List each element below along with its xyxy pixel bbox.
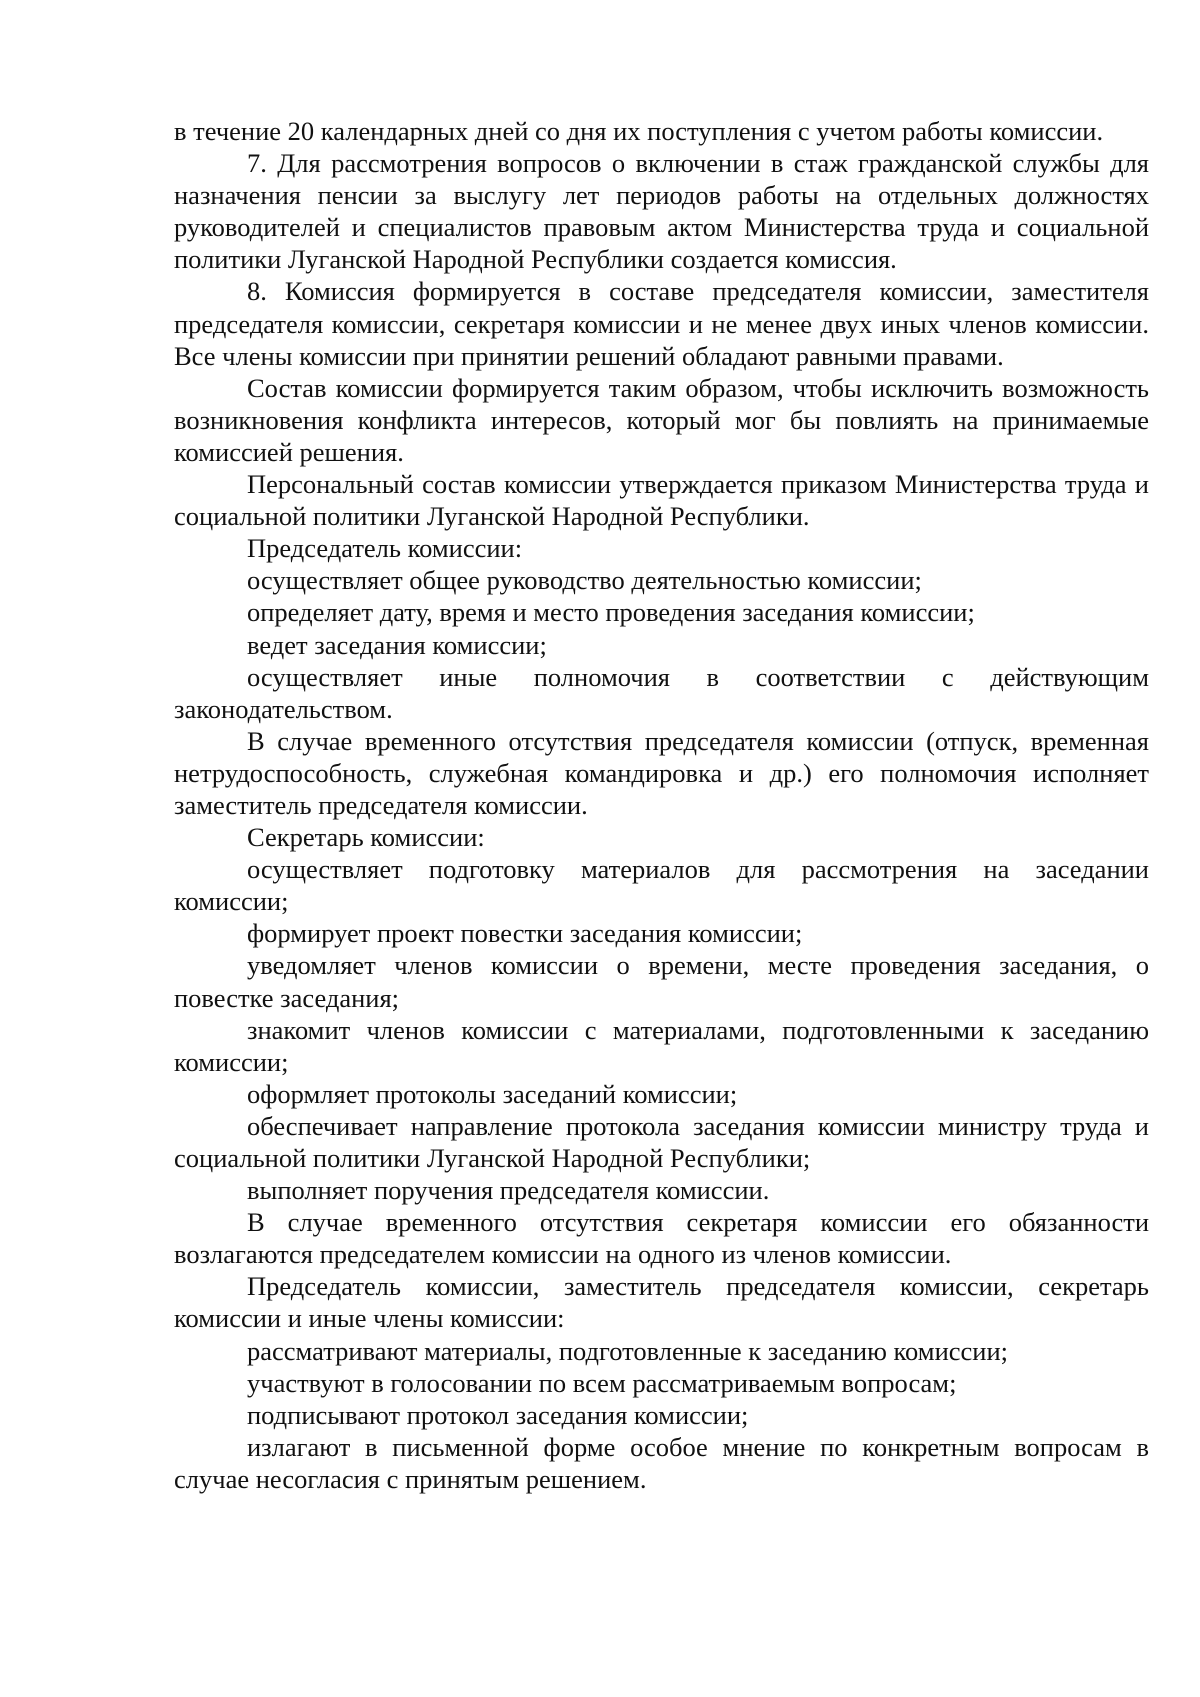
list-item: оформляет протоколы заседаний комиссии; <box>247 1078 738 1109</box>
paragraph-secretary-heading: Секретарь комиссии: <box>247 822 485 853</box>
list-item: участвуют в голосовании по всем рассматриваемым вопросам; <box>247 1367 957 1398</box>
list-item: подписывают протокол заседания комиссии; <box>247 1399 749 1430</box>
paragraph-item-7: 7. Для рассмотрения вопросов о включении в стаж гражданской службы для назначения пенсии за выслугу лет периодов работы на отдельных должностях руководителей и специалистов правовым актом Министерства труда и социальной политики Луганской Народной Республики создается комиссия. <box>174 148 1149 275</box>
list-item: знакомит членов комиссии с материалами, подготовленными к заседанию комиссии; <box>174 1014 1149 1077</box>
list-item: рассматривают материалы, подготовленные к заседанию комиссии; <box>247 1335 1009 1366</box>
paragraph-item-8: 8. Комиссия формируется в составе председателя комиссии, заместителя председателя комиссии, секретаря комиссии и не менее двух иных членов комиссии. Все члены комиссии при принятии решений обладают равными правами. <box>174 276 1149 371</box>
list-item: определяет дату, время и место проведения заседания комиссии; <box>247 597 975 628</box>
paragraph-continuation: в течение 20 календарных дней со дня их поступления с учетом работы комиссии. <box>174 116 1104 146</box>
paragraph-personal-composition: Персональный состав комиссии утверждается приказом Министерства труда и социальной политики Луганской Народной Республики. <box>174 469 1149 532</box>
list-item: осуществляет подготовку материалов для рассмотрения на заседании комиссии; <box>174 854 1149 917</box>
paragraph-members-heading: Председатель комиссии, заместитель председателя комиссии, секретарь комиссии и иные члены комиссии: <box>174 1271 1149 1334</box>
paragraph-commission-composition: Состав комиссии формируется таким образом, чтобы исключить возможность возникновения конфликта интересов, который мог бы повлиять на принимаемые комиссией решения. <box>174 372 1149 467</box>
list-item: формирует проект повестки заседания комиссии; <box>247 918 803 949</box>
paragraph-secretary-absence: В случае временного отсутствия секретаря комиссии его обязанности возлагаются председателем комиссии на одного из членов комиссии. <box>174 1207 1149 1270</box>
list-item: выполняет поручения председателя комиссии. <box>247 1175 770 1206</box>
document-body <box>174 115 1149 1495</box>
list-item: осуществляет общее руководство деятельностью комиссии; <box>247 565 922 596</box>
list-item: ведет заседания комиссии; <box>247 629 547 660</box>
list-item: излагают в письменной форме особое мнение по конкретным вопросам в случае несогласия с принятым решением. <box>174 1431 1149 1494</box>
list-item: обеспечивает направление протокола заседания комиссии министру труда и социальной политики Луганской Народной Республики; <box>174 1110 1149 1173</box>
list-item: осуществляет иные полномочия в соответствии с действующим законодательством. <box>174 661 1149 724</box>
paragraph-chairman-heading: Председатель комиссии: <box>247 533 523 564</box>
list-item: уведомляет членов комиссии о времени, месте проведения заседания, о повестке заседания; <box>174 950 1149 1013</box>
paragraph-chairman-absence: В случае временного отсутствия председателя комиссии (отпуск, временная нетрудоспособность, служебная командировка и др.) его полномочия исполняет заместитель председателя комиссии. <box>174 725 1149 820</box>
